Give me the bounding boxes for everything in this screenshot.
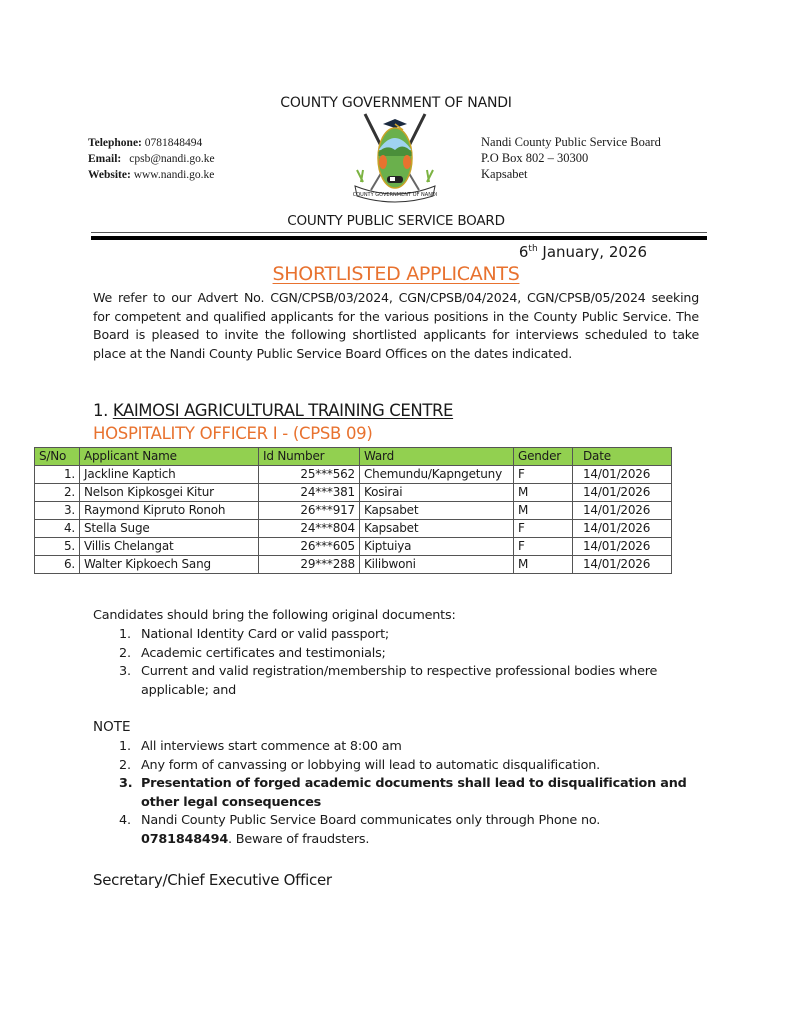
telephone-line xyxy=(88,135,215,151)
phone-number: 0781848494 xyxy=(141,831,229,847)
cell-gender: F xyxy=(514,466,573,484)
table-row xyxy=(35,538,672,556)
cell-sno: 3. xyxy=(35,502,80,520)
cell-name: Stella Suge xyxy=(80,520,259,538)
website-line xyxy=(88,167,215,183)
cell-id: 24***381 xyxy=(259,484,360,502)
list-item xyxy=(119,757,689,776)
table-row xyxy=(35,502,672,520)
header-divider-thin xyxy=(91,232,707,233)
list-text: Any form of canvassing or lobbying will lead to automatic disqualification. xyxy=(141,757,601,773)
documents-list xyxy=(119,626,704,700)
list-number: 1. xyxy=(119,627,131,642)
table-header-row xyxy=(35,448,672,466)
documents-intro: Candidates should bring the following original documents: xyxy=(93,608,456,623)
signoff-title: Secretary/Chief Executive Officer xyxy=(93,871,332,889)
list-number: 4. xyxy=(119,813,131,828)
column-header-date: Date xyxy=(573,448,672,466)
email-link[interactable]: cpsb@nandi.go.ke xyxy=(129,153,215,165)
email-line xyxy=(88,151,215,167)
cell-id: 24***804 xyxy=(259,520,360,538)
cell-sno: 5. xyxy=(35,538,80,556)
date-suffix: th xyxy=(528,244,538,254)
page-title: SHORTLISTED APPLICANTS xyxy=(272,263,520,285)
column-header-sno: S/No xyxy=(35,448,80,466)
cell-name: Walter Kipkoech Sang xyxy=(80,556,259,574)
cell-id: 26***605 xyxy=(259,538,360,556)
table-row xyxy=(35,556,672,574)
cell-id: 29***288 xyxy=(259,556,360,574)
cell-ward: Kapsabet xyxy=(360,502,514,520)
list-item xyxy=(119,626,704,645)
list-text: National Identity Card or valid passport; xyxy=(141,627,390,642)
section-title: KAIMOSI AGRICULTURAL TRAINING CENTRE xyxy=(112,401,454,420)
header-divider xyxy=(91,236,707,240)
list-number: 2. xyxy=(119,645,131,661)
list-text: All interviews start commence at 8:00 am xyxy=(141,739,402,754)
position-heading: HOSPITALITY OFFICER I - (CPSB 09) xyxy=(93,424,373,443)
intro-paragraph: We refer to our Advert No. CGN/CPSB/03/2024, CGN/CPSB/04/2024, CGN/CPSB/05/2024 seeking for competent and qualified applicants for the various positions in the County Public Service. The Board is pleased to invite the following shortlisted applicants for interviews scheduled to take place at the Nandi County Public Service Board Offices on the dates indicated. xyxy=(93,290,699,361)
column-header-ward: Ward xyxy=(360,448,514,466)
date-rest: January, 2026 xyxy=(537,243,647,261)
date-day: 6 xyxy=(518,243,529,261)
cell-gender: M xyxy=(514,502,573,520)
address-line-2: P.O Box 802 – 30300 xyxy=(481,151,589,165)
telephone-label: Telephone: xyxy=(88,137,142,149)
list-number: 3. xyxy=(119,776,133,791)
list-text: Academic certificates and testimonials; xyxy=(141,645,386,661)
address-block xyxy=(481,134,661,182)
list-text: Current and valid registration/membership to respective professional bodies where applicable; and xyxy=(141,664,658,698)
cell-date: 14/01/2026 xyxy=(573,538,672,556)
column-header-gender: Gender xyxy=(514,448,573,466)
website-link[interactable]: www.nandi.go.ke xyxy=(133,169,215,181)
list-text-tail: . Beware of fraudsters. xyxy=(228,831,370,847)
list-item xyxy=(119,738,689,757)
cell-gender: M xyxy=(514,556,573,574)
cell-date: 14/01/2026 xyxy=(573,502,672,520)
cell-gender: F xyxy=(514,520,573,538)
org-title: COUNTY GOVERNMENT OF NANDI xyxy=(280,95,512,111)
note-list xyxy=(119,738,689,849)
cell-date: 14/01/2026 xyxy=(573,484,672,502)
board-title: COUNTY PUBLIC SERVICE BOARD xyxy=(287,213,505,229)
list-item xyxy=(119,645,704,664)
contact-block xyxy=(88,135,215,183)
cell-ward: Kilibwoni xyxy=(360,556,514,574)
section-heading xyxy=(93,401,453,420)
cell-ward: Kiptuiya xyxy=(360,538,514,556)
cell-sno: 2. xyxy=(35,484,80,502)
list-item xyxy=(119,775,689,812)
table-row xyxy=(35,484,672,502)
address-line-3: Kapsabet xyxy=(481,167,528,181)
list-item xyxy=(119,812,689,849)
cell-name: Jackline Kaptich xyxy=(80,466,259,484)
table-row xyxy=(35,466,672,484)
table-row xyxy=(35,520,672,538)
cell-name: Villis Chelangat xyxy=(80,538,259,556)
column-header-name: Applicant Name xyxy=(80,448,259,466)
cell-sno: 6. xyxy=(35,556,80,574)
cell-date: 14/01/2026 xyxy=(573,466,672,484)
cell-gender: F xyxy=(514,538,573,556)
cell-sno: 1. xyxy=(35,466,80,484)
column-header-id: Id Number xyxy=(259,448,360,466)
cell-name: Raymond Kipruto Ronoh xyxy=(80,502,259,520)
email-label: Email: xyxy=(88,153,122,165)
list-number: 2. xyxy=(119,757,131,773)
website-label: Website: xyxy=(88,169,131,181)
cell-date: 14/01/2026 xyxy=(573,556,672,574)
list-number: 1. xyxy=(119,739,131,754)
cell-name: Nelson Kipkosgei Kitur xyxy=(80,484,259,502)
telephone-value: 0781848494 xyxy=(144,137,203,149)
section-number: 1. xyxy=(93,401,108,420)
shortlist-table xyxy=(34,447,672,574)
list-text: Presentation of forged academic documents shall lead to disqualification and other legal consequences xyxy=(141,776,687,810)
cell-date: 14/01/2026 xyxy=(573,520,672,538)
cell-sno: 4. xyxy=(35,520,80,538)
cell-gender: M xyxy=(514,484,573,502)
cell-ward: Kosirai xyxy=(360,484,514,502)
list-text: Nandi County Public Service Board communicates only through Phone no. xyxy=(141,813,601,828)
cell-id: 26***917 xyxy=(259,502,360,520)
list-item xyxy=(119,663,704,700)
county-coat-of-arms-icon xyxy=(343,110,447,204)
letter-date xyxy=(519,243,647,261)
cell-ward: Chemundu/Kapngetuny xyxy=(360,466,514,484)
cell-ward: Kapsabet xyxy=(360,520,514,538)
cell-id: 25***562 xyxy=(259,466,360,484)
address-line-1: Nandi County Public Service Board xyxy=(481,135,661,149)
logo-ribbon-text: COUNTY GOVERNMENT OF NANDI xyxy=(352,192,438,198)
list-number: 3. xyxy=(119,664,131,679)
note-heading: NOTE xyxy=(93,719,131,735)
